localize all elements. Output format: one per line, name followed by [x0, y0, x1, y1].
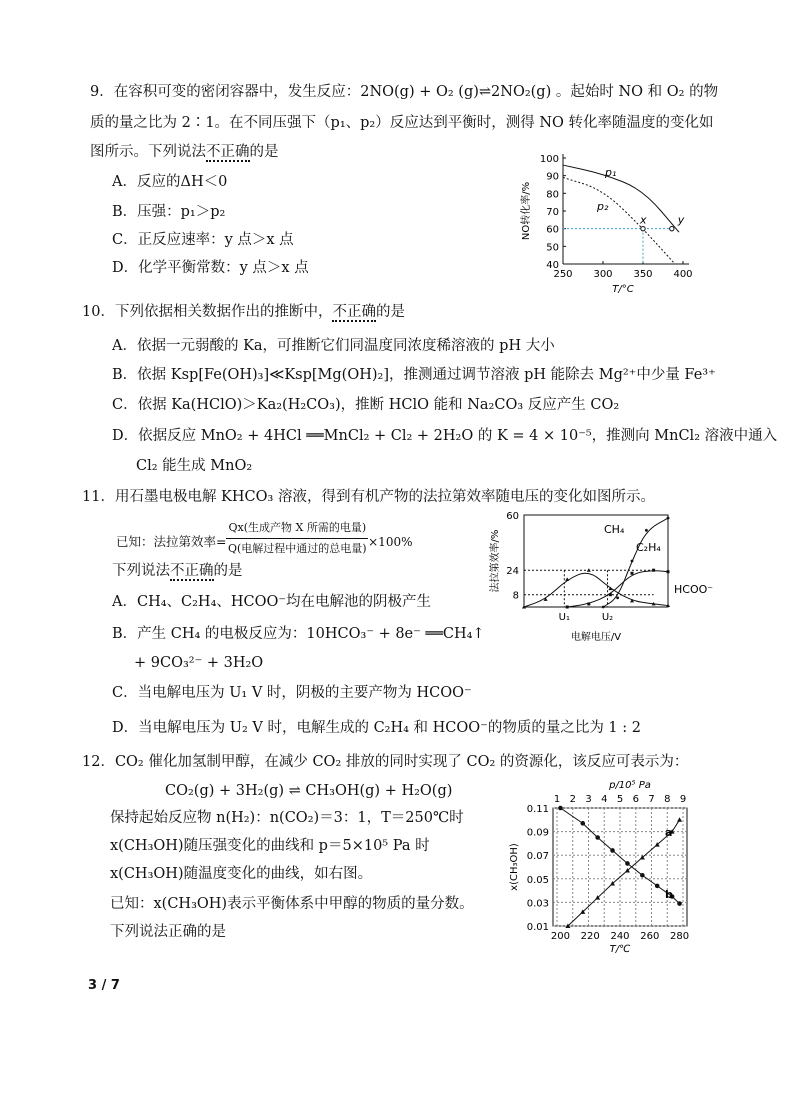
q11-point [631, 572, 634, 575]
q9-y-tick-label: 90 [546, 171, 559, 183]
q10-option-a[interactable]: A．依据一元弱酸的 Ka，可推断它们同温度同浓度稀溶液的 pH 大小 [112, 338, 555, 354]
q11-series-label: CH₄ [604, 523, 625, 536]
q12-point [655, 884, 660, 889]
q12-series-a [568, 820, 680, 926]
q9-line2: 质的量之比为 2∶1。在不同压强下（p₁、p₂）反应达到平衡时，测得 NO 转化率随温度的变化如 [90, 115, 714, 131]
q11-known: 已知：法拉第效率= $\frac{\text{Qx(生成产物 X 所需的电量)}}{\text{Q(电解过程中通过的总电量)}}$ ×100% [116, 526, 413, 559]
q9-x-tick-label: 300 [593, 269, 613, 280]
q11-series-label: C₂H₄ [636, 541, 661, 554]
q11-point [587, 602, 590, 605]
q12-top-tick-label: 8 [664, 794, 671, 805]
q9-point-y [670, 226, 674, 230]
q11-option-a[interactable]: A．CH₄、C₂H₄、HCOO⁻均在电解池的阴极产生 [112, 594, 432, 610]
q11-y-label: 法拉第效率/% [490, 529, 501, 593]
q9-option-a[interactable]: A．反应的ΔH＜0 [112, 174, 228, 190]
q11-y-tick-label: 60 [506, 511, 519, 522]
q9-y-tick-label: 60 [546, 224, 559, 236]
q12-y-tick-label: 0.01 [526, 922, 549, 933]
q12-y-tick-label: 0.09 [526, 827, 549, 839]
q12-top-label: p/10⁵ Pa [609, 780, 651, 791]
q12-point [595, 835, 600, 840]
q11-x-tick-label: U₂ [601, 612, 614, 623]
q9-x-tick-label: 350 [633, 269, 653, 280]
q9-y-tick-label: 40 [546, 260, 559, 271]
q11-point [587, 568, 591, 572]
q12-point [640, 873, 645, 878]
q11-point [645, 529, 648, 532]
q10-option-c[interactable]: C．依据 Ka(HClO)＞Ka₂(H₂CO₃)，推断 HClO 能和 Na₂CO₃ 反应产生 CO₂ [112, 397, 620, 413]
q11-line3: 下列说法不正确的是 [112, 563, 243, 579]
q12-line3: 保持起始反应物 n(H₂)：n(CO₂)＝3：1，T＝250℃时 [110, 810, 464, 826]
q11-stem: 11．用石墨电极电解 KHCO₃ 溶液，得到有机产物的法拉第效率随电压的变化如图所示。 [82, 489, 655, 505]
q12-point [625, 861, 630, 866]
q12-series-label: a [665, 826, 673, 839]
q11-point [609, 593, 612, 596]
q9-option-d[interactable]: D．化学平衡常数：y 点＞x 点 [112, 260, 309, 276]
q12-point [580, 821, 585, 826]
q11-y-tick-label: 8 [512, 590, 519, 602]
q12-series-label: b [665, 888, 673, 901]
q11-series-2 [567, 571, 668, 607]
q9-emphasis: 不正确 [206, 144, 250, 160]
q11-plot-frame [524, 515, 668, 607]
q12-y-tick-label: 0.03 [526, 898, 549, 910]
q9-y-tick-label: 50 [546, 242, 559, 254]
q11-chart [488, 505, 714, 647]
q9-series-label: p₂ [597, 200, 609, 213]
page-number: 3 / 7 [88, 978, 120, 993]
q11-point [602, 606, 605, 609]
q12-x-label: T/℃ [609, 944, 631, 955]
q11-point [652, 569, 655, 572]
q11-series-label: HCOO⁻ [674, 583, 714, 596]
q11-point [566, 606, 569, 609]
q12-top-tick-label: 3 [585, 794, 592, 805]
q12-point [610, 848, 615, 853]
q12-point [558, 806, 563, 811]
q11-series-3 [524, 573, 668, 607]
q12-top-tick-label: 5 [616, 794, 624, 805]
q9-x-tick-label: 400 [673, 269, 693, 280]
q11-y-tick-label: 24 [506, 566, 519, 578]
q11-point [667, 570, 670, 573]
q12-top-tick-label: 1 [553, 794, 561, 805]
q12-y-tick-label: 0.05 [526, 874, 549, 886]
q9-y-tick-label: 100 [539, 154, 559, 165]
faraday-fraction: $\frac{\text{Qx(生成产物 X 所需的电量)}}{\text{Q(电解过程中通过的总电量)}}$ [226, 518, 368, 559]
q12-point [677, 901, 682, 906]
q9-line3: 图所示。下列说法不正确的是 [90, 144, 279, 160]
q11-option-b-cont: + 9CO₃²⁻ + 3H₂O [134, 655, 264, 671]
q12-chart [505, 778, 705, 958]
q9-series-2 [563, 177, 675, 264]
q11-option-d[interactable]: D．当电解电压为 U₂ V 时，电解生成的 C₂H₄ 和 HCOO⁻的物质的量之比为 1 : 2 [112, 720, 641, 736]
q10-stem: 10．下列依据相关数据作出的推断中，不正确的是 [82, 304, 405, 320]
q12-y-label: x(CH₃OH) [509, 843, 520, 891]
q9-y-tick-label: 70 [546, 207, 559, 218]
q12-y-tick-label: 0.07 [526, 851, 549, 863]
q9-option-b[interactable]: B．压强：p₁＞p₂ [112, 204, 226, 220]
q12-x-tick-label: 220 [580, 931, 600, 942]
q12-top-tick-label: 4 [601, 794, 608, 805]
q11-x-label: 电解电压/V [570, 632, 622, 643]
q10-option-d[interactable]: D．依据反应 MnO₂ + 4HCl ══MnCl₂ + Cl₂ + 2H₂O 的 K = 4 × 10⁻⁵，推测向 MnCl₂ 溶液中通入 [112, 428, 778, 444]
q11-point [667, 517, 670, 520]
q11-point [616, 596, 619, 599]
q12-point [677, 817, 682, 822]
q12-top-tick-label: 7 [648, 794, 655, 805]
q11-point [631, 560, 634, 563]
q9-y-tick-label: 80 [546, 189, 559, 201]
q11-option-c[interactable]: C．当电解电压为 U₁ V 时，阴极的主要产物为 HCOO⁻ [112, 685, 472, 701]
q9-series-label: p₁ [605, 166, 617, 179]
q9-point-label: y [677, 213, 685, 227]
q12-x-tick-label: 280 [670, 931, 690, 942]
q12-line7: 下列说法正确的是 [110, 924, 226, 940]
q10-emphasis: 不正确 [332, 304, 376, 320]
q11-point [565, 577, 569, 581]
q10-option-d-cont: Cl₂ 能生成 MnO₂ [136, 458, 253, 474]
q10-option-b[interactable]: B．依据 Ksp[Fe(OH)₃]≪Ksp[Mg(OH)₂]，推测通过调节溶液 pH 能除去 Mg²⁺中少量 Fe³⁺ [112, 367, 716, 383]
q12-x-tick-label: 200 [550, 931, 570, 942]
q9-option-c[interactable]: C．正反应速率：y 点＞x 点 [112, 232, 294, 248]
q12-stem: 12．CO₂ 催化加氢制甲醇，在减少 CO₂ 排放的同时实现了 CO₂ 的资源化，该反应可表示为： [82, 754, 689, 770]
q12-top-tick-label: 2 [569, 794, 576, 805]
q12-line5: x(CH₃OH)随温度变化的曲线，如右图。 [110, 866, 373, 882]
q11-emphasis: 不正确 [170, 563, 214, 579]
q9-point-x [641, 226, 645, 230]
q12-top-tick-label: 6 [632, 794, 639, 805]
q9-point-label: x [640, 213, 647, 227]
q9-series-1 [563, 165, 679, 232]
q12-equation: CO₂(g) + 3H₂(g) ⇌ CH₃OH(g) + H₂O(g) [165, 783, 453, 799]
q9-y-label: NO转化率/% [521, 181, 532, 241]
q11-option-b[interactable]: B．产生 CH₄ 的电极反应为：10HCO₃⁻ + 8e⁻ ══CH₄↑ [112, 626, 485, 642]
q11-x-tick-label: U₁ [558, 612, 570, 623]
q12-line6: 已知：x(CH₃OH)表示平衡体系中甲醇的物质的量分数。 [110, 896, 474, 912]
q12-x-tick-label: 260 [640, 931, 660, 942]
q12-top-tick-label: 9 [679, 794, 687, 805]
q12-y-tick-label: 0.11 [526, 804, 549, 815]
q9-x-label: T/°C [612, 284, 634, 295]
q9-line1: 9．在容积可变的密闭容器中，发生反应：2NO(g) + O₂ (g)⇌2NO₂(g) 。起始时 NO 和 O₂ 的物 [90, 84, 719, 100]
q9-chart [515, 148, 700, 300]
q12-line4: x(CH₃OH)随压强变化的曲线和 p＝5×10⁵ Pa 时 [110, 838, 430, 854]
q9-x-tick-label: 250 [553, 269, 573, 280]
q12-x-tick-label: 240 [610, 931, 630, 942]
